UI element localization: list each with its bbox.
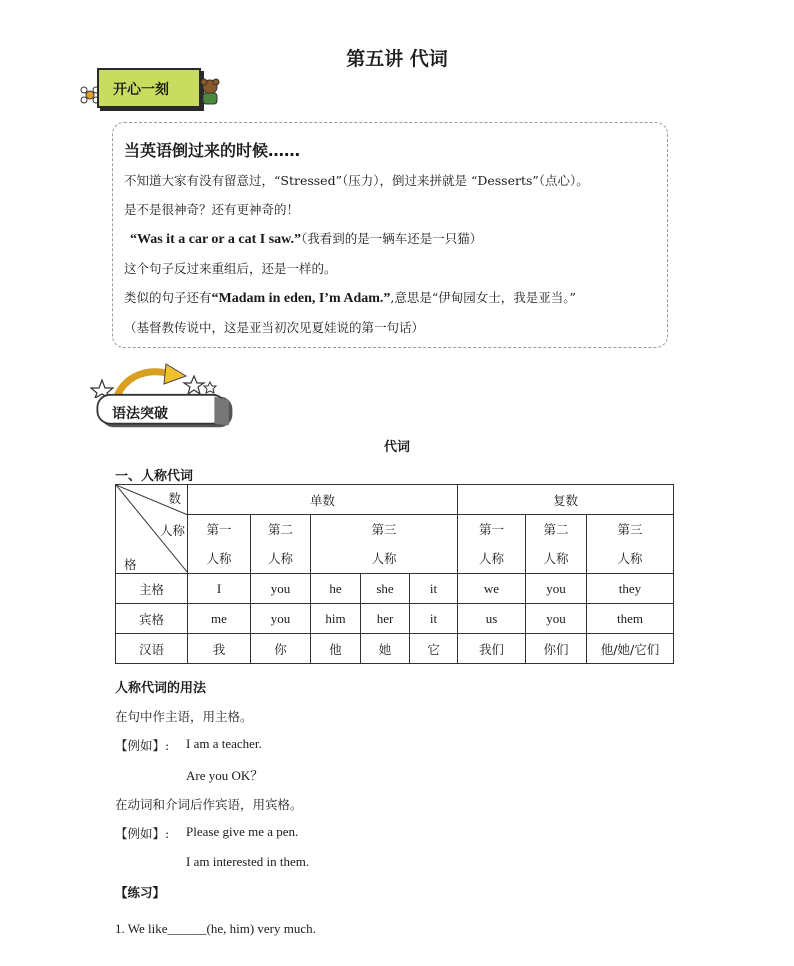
header-plural-first-person [458, 515, 526, 574]
happy-moment-header [97, 68, 201, 108]
person-label-line1: 第二 [267, 522, 293, 537]
table-row-nominative [116, 574, 674, 604]
palindrome-sentence-1: “Was it a car or a cat I saw.” [130, 232, 301, 247]
example-label-2: 【例如】: [115, 826, 170, 841]
header-singular: 单数 [188, 485, 458, 515]
table-cell: them [587, 604, 674, 634]
palindrome-sentence-2: “Madam in eden, I’m Adam.” [211, 291, 391, 306]
person-label-line1: 第一 [478, 522, 504, 537]
table-cell: 你们 [526, 634, 587, 664]
table-cell: 我 [188, 634, 251, 664]
table-cell: 他 [311, 634, 361, 664]
case-label: 主格 [116, 574, 188, 604]
story-line-6: （基督教传说中，这是亚当初次见夏娃说的第一句话） [124, 320, 425, 335]
header-plural: 复数 [458, 485, 674, 515]
table-cell: it [410, 574, 458, 604]
person-label-line1: 第三 [371, 522, 397, 537]
case-label: 宾格 [116, 604, 188, 634]
story-title: 当英语倒过来的时候…… [124, 141, 301, 160]
table-cell: you [526, 574, 587, 604]
example-1a: I am a teacher. [186, 736, 262, 751]
table-corner-cell [116, 485, 188, 574]
table-cell: her [361, 604, 410, 634]
person-label-line1: 第一 [206, 522, 232, 537]
practice-question-1: 1. We like______(he, him) very much. [115, 921, 316, 936]
table-cell: 你 [251, 634, 311, 664]
usage-rule-2: 在动词和介词后作宾语，用宾格。 [115, 797, 303, 812]
person-label-line2: 人称 [267, 551, 293, 566]
table-cell: they [587, 574, 674, 604]
happy-moment-label: 开心一刻 [113, 82, 169, 98]
table-cell: 他/她/它们 [587, 634, 674, 664]
person-label-line2: 人称 [206, 551, 232, 566]
story-line-5 [124, 288, 576, 307]
corner-label-case: 格 [124, 557, 137, 572]
table-cell: 她 [361, 634, 410, 664]
story-line-2: 是不是很神奇？还有更神奇的！ [124, 202, 300, 217]
section-title: 代词 [383, 440, 410, 455]
person-label-line1: 第二 [543, 522, 569, 537]
person-label-line2: 人称 [371, 551, 397, 566]
story-line-3 [130, 229, 482, 248]
usage-rule-1: 在句中作主语，用主格。 [115, 709, 253, 724]
usage-title: 人称代词的用法 [115, 681, 207, 696]
palindrome-translation-1: （我看到的是一辆车还是一只猫） [300, 231, 483, 246]
header-singular-second-person [251, 515, 311, 574]
header-plural-second-person [526, 515, 587, 574]
table-cell: 它 [410, 634, 458, 664]
table-cell: you [251, 574, 311, 604]
person-label-line2: 人称 [617, 551, 643, 566]
grammar-breakthrough-label: 语法突破 [112, 406, 168, 422]
story-line-4: 这个句子反过来重组后，还是一样的。 [124, 261, 337, 276]
header-singular-first-person [188, 515, 251, 574]
story-line-5-suffix: ,意思是“伊甸园女士，我是亚当。” [390, 290, 576, 305]
table-cell: she [361, 574, 410, 604]
corner-label-number: 数 [168, 491, 181, 506]
story-line-5-prefix: 类似的句子还有 [124, 290, 212, 305]
table-cell: 我们 [458, 634, 526, 664]
table-cell: me [188, 604, 251, 634]
table-cell: you [526, 604, 587, 634]
table-cell: we [458, 574, 526, 604]
personal-pronoun-table [115, 484, 674, 664]
subsection-title: 一、人称代词 [115, 469, 194, 484]
header-singular-third-person [311, 515, 458, 574]
table-cell: I [188, 574, 251, 604]
bear-decoration-icon [198, 78, 222, 106]
table-cell: it [410, 604, 458, 634]
table-cell: us [458, 604, 526, 634]
table-row-objective [116, 604, 674, 634]
table-cell: him [311, 604, 361, 634]
person-label-line2: 人称 [543, 551, 569, 566]
practice-label: 【练习】 [115, 885, 166, 900]
example-2a: Please give me a pen. [186, 824, 299, 839]
page-title: 第五讲 代词 [346, 48, 448, 70]
corner-label-person: 人称 [159, 523, 185, 538]
table-cell: you [251, 604, 311, 634]
example-2b: I am interested in them. [186, 854, 310, 869]
example-label-1: 【例如】: [115, 738, 170, 753]
story-line-1: 不知道大家有没有留意过，“Stressed”（压力），倒过来拼就是 “Desserts”（点心）。 [124, 173, 589, 188]
example-1b: Are you OK？ [186, 768, 264, 783]
table-row-chinese [116, 634, 674, 664]
person-label-line2: 人称 [478, 551, 504, 566]
person-label-line1: 第三 [617, 522, 643, 537]
header-plural-third-person [587, 515, 674, 574]
table-cell: he [311, 574, 361, 604]
case-label: 汉语 [116, 634, 188, 664]
